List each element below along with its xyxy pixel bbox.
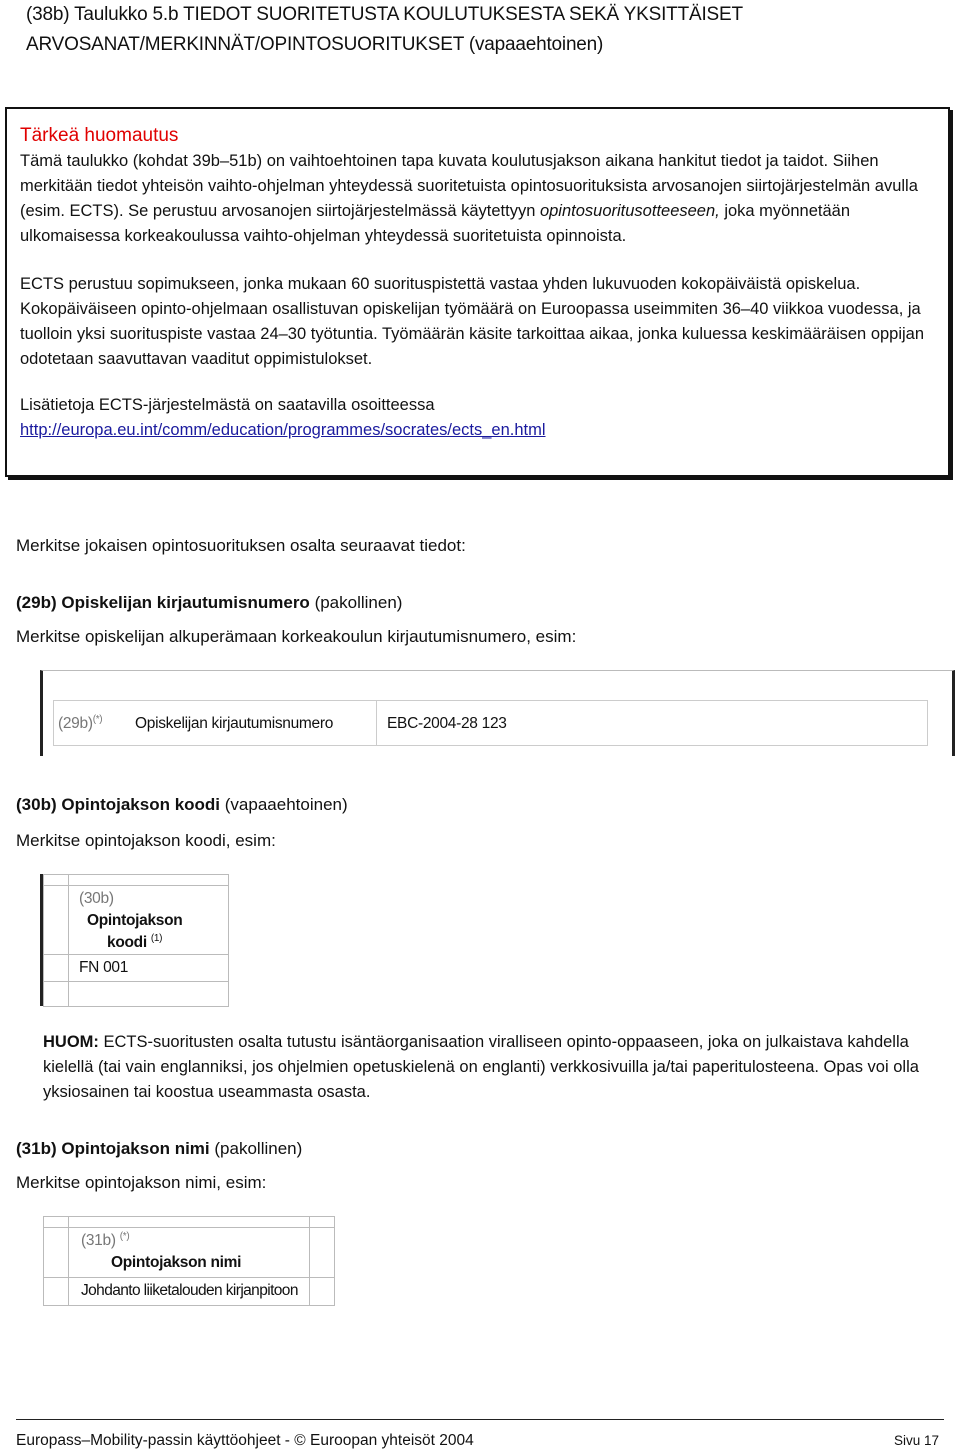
footer-left: Europass–Mobility-passin käyttöohjeet - © Euroopan yhteisöt 2004 xyxy=(16,1432,474,1449)
footer-page-number: Sivu 17 xyxy=(894,1433,940,1448)
notice-p1-end: joka myönnetään ulkomaisessa korkeakoulussa vaihto-ohjelman yhteydessä suoritetuista opinnoista. xyxy=(20,202,851,245)
section-29b-heading xyxy=(16,590,946,615)
s29-ex-value: EBC-2004-28 123 xyxy=(387,715,507,732)
notice-paragraph-1 xyxy=(20,149,936,249)
s30-num: (30b) xyxy=(16,795,57,814)
huom-text: ECTS-suoritusten osalta tutustu isäntäorganisaation viralliseen opinto-oppaaseen, joka on julkaistava kahdella kielellä (tai vain englanniksi, jos ohjelmien opetuskielenä on englanti) verkkosivuilla ja/tai paperitulosteena. Opas voi olla yksiosainen tai koostua useammasta osasta. xyxy=(43,1033,919,1101)
footer-divider xyxy=(16,1419,944,1420)
s31-num: (31b) xyxy=(16,1139,57,1158)
important-notice-box xyxy=(5,107,950,477)
s29-ex-num: (29b)(*) xyxy=(58,713,103,732)
s29-description: Merkitse opiskelijan alkuperämaan korkeakoulun kirjautumisnumero, esim: xyxy=(16,627,577,646)
heading-line-1: (38b) Taulukko 5.b TIEDOT SUORITETUSTA KOULUTUKSESTA SEKÄ YKSITTÄISET xyxy=(26,4,743,25)
notice-paragraph-2: ECTS perustuu sopimukseen, jonka mukaan 60 suorituspistettä vastaa yhden lukuvuoden kokopäiväistä opiskelua. Kokopäiväiseen opinto-ohjelmaan osallistuvan opiskelijan työmäärä on Euroopassa useimmiten 36–40 viikkoa vuodessa, ja tuolloin yksi suorituspiste vastaa 24–30 työtuntia. Työmäärän käsite tarkoittaa aikaa, jonka kuluessa keskimääräisen oppijan odotetaan saavuttavan vaaditut oppimistulokset. xyxy=(20,275,925,368)
s31-title: Opintojakson nimi xyxy=(61,1139,210,1158)
s30-ex-header xyxy=(69,886,229,955)
s30-ex-value: FN 001 xyxy=(69,955,229,982)
notice-title: Tärkeä huomautus xyxy=(20,125,179,146)
s29-num: (29b) xyxy=(16,593,57,612)
s31-description: Merkitse opintojakson nimi, esim: xyxy=(16,1173,267,1192)
s31-ex-num: (31b) xyxy=(81,1232,116,1249)
s30-title: Opintojakson koodi xyxy=(61,795,221,814)
intro-text: Merkitse jokaisen opintosuorituksen osalta seuraavat tiedot: xyxy=(16,536,466,555)
s30-ex-label2: koodi xyxy=(107,934,147,951)
s31-ex-sup: (*) xyxy=(119,1230,130,1242)
s30-ex-num: (30b) xyxy=(79,890,114,907)
notice-p1-italic: opintosuoritusotteeseen, xyxy=(539,202,720,220)
s29-title: Opiskelijan kirjautumisnumero xyxy=(61,593,310,612)
section-31b-heading xyxy=(16,1136,946,1161)
s29-req: (pakollinen) xyxy=(314,593,403,612)
s30-description: Merkitse opintojakson koodi, esim: xyxy=(16,831,276,850)
section-heading xyxy=(26,0,946,60)
notice-p1-start: Tämä taulukko (kohdat 39b–51b) on vaihtoehtoinen tapa kuvata koulutusjakson aikana hankitut tiedot ja taidot. Siihen merkitään tiedot yhteisön vaihto-ohjelman yhteydessä suoritetuista opintosuorituksista arvosanojen siirtojärjestelmän avulla (esim. ECTS). Se perustuu arvosanojen siirtojärjestelmässä käytettyyn xyxy=(20,152,918,220)
s29-ex-label: Opiskelijan kirjautumisnumero xyxy=(135,715,334,732)
huom-label: HUOM: xyxy=(43,1033,99,1051)
section-30b-heading xyxy=(16,792,946,817)
example-29b-box xyxy=(40,670,955,756)
huom-note xyxy=(43,1030,943,1105)
s31-ex-label: Opintojakson nimi xyxy=(111,1254,242,1271)
s30-ex-label1: Opintojakson xyxy=(87,912,183,929)
example-31b-table xyxy=(43,1216,335,1306)
s31-ex-header xyxy=(69,1228,310,1278)
heading-line-2: ARVOSANAT/MERKINNÄT/OPINTOSUORITUKSET (vapaaehtoinen) xyxy=(26,34,604,55)
s30-ex-sup: (1) xyxy=(150,932,163,944)
ects-link[interactable]: http://europa.eu.int/comm/education/programmes/socrates/ects_en.html xyxy=(20,421,546,439)
s31-ex-value: Johdanto liiketalouden kirjanpitoon xyxy=(69,1278,310,1306)
example-29b-row xyxy=(53,700,928,746)
example-30b-table xyxy=(43,874,229,1007)
s31-req: (pakollinen) xyxy=(214,1139,303,1158)
notice-paragraph-3: Lisätietoja ECTS-järjestelmästä on saatavilla osoitteessa xyxy=(20,396,435,414)
s30-req: (vapaaehtoinen) xyxy=(224,795,348,814)
